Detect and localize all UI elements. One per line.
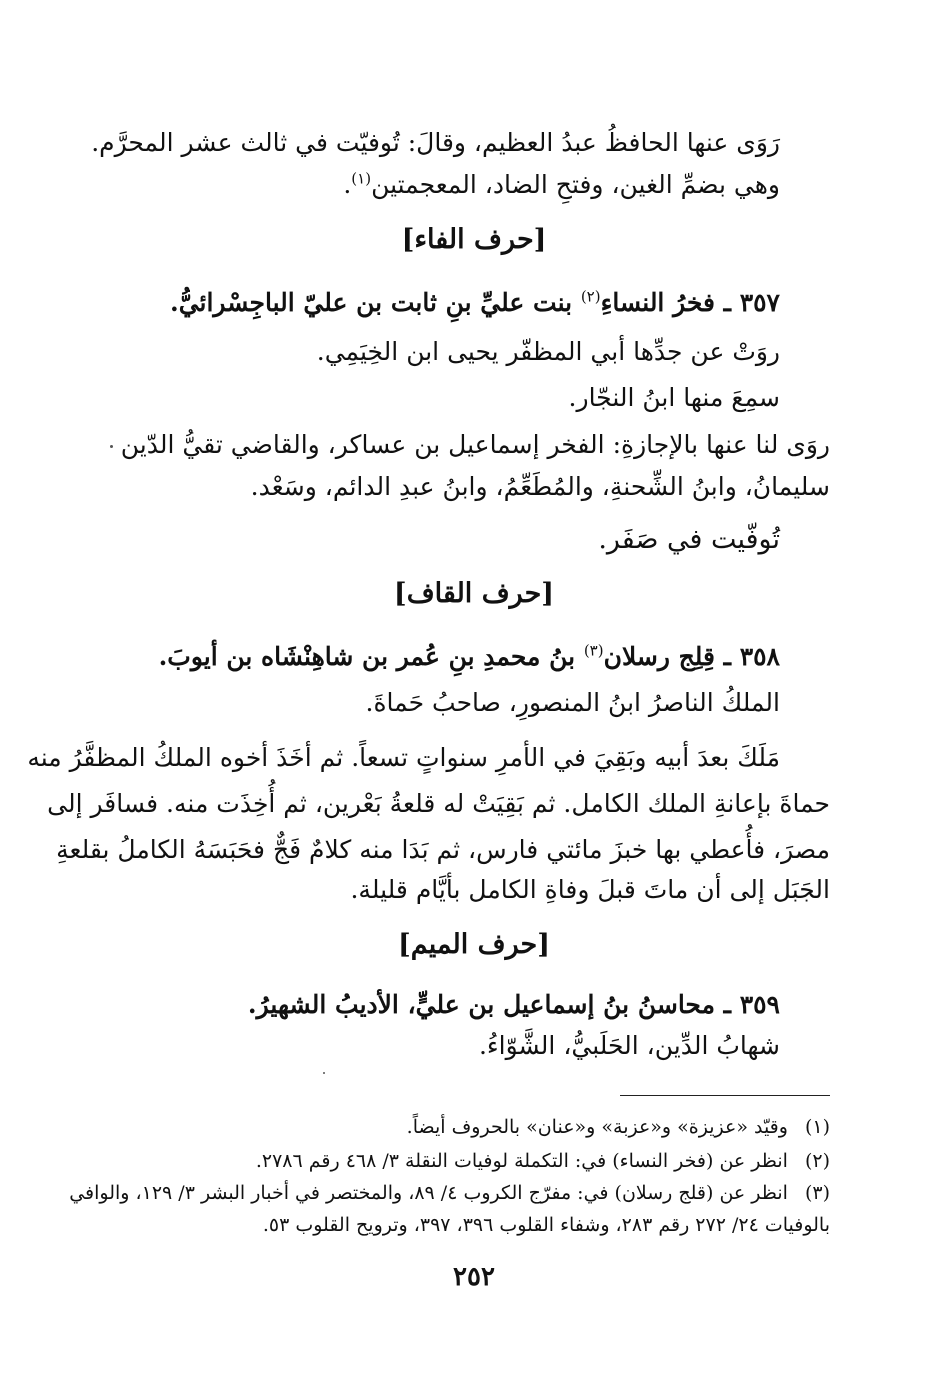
footnote-2 [110,1146,830,1176]
entry-357-title [110,283,780,323]
text-line: الملكُ الناصرُ ابنُ المنصورِ، صاحبُ حَماةَ. [365,688,780,717]
footnote-ref-3[interactable]: (٣) [583,641,604,660]
entry-358-title [110,637,780,677]
text-line: حماةَ بإعانةِ الملك الكامل. ثم بَقِيَتْ له قلعةُ بَعْرين، ثم أُخِذَت منه. فسافَر إلى [47,789,830,818]
footnote-ref-1[interactable]: (١) [351,169,372,188]
footnote-text: انظر عن (قلج رسلان) في: مفرّج الكروب ٤/ ٨٩، والمختصر في أخبار البشر ٣/ ١٢٩، والوافي [69,1182,788,1204]
text-fragment: . [343,170,352,199]
footnote-text: انظر عن (فخر النساء) في: التكملة لوفيات النقلة ٣/ ٤٦٨ رقم ٢٧٨٦. [255,1150,788,1172]
entry-359-title: ٣٥٩ ـ محاسنُ بنُ إسماعيل بن عليٍّ، الأديبُ الشهيرُ. [247,990,780,1019]
footnote-number: (٢) [804,1150,830,1172]
text-line: تُوفّيت في صَفَر. [598,524,780,555]
footnote-number: (٣) [804,1182,830,1204]
footnote-number: (١) [804,1116,830,1138]
footnote-ref-2[interactable]: (٢) [580,287,601,306]
footnote-text: وقيّد «عزيزة» و«عزبة» و«عنان» بالحروف أيضاً. [406,1116,788,1138]
footnote-3 [69,1178,830,1208]
entry-title-fragment: بنُ محمدِ بنِ عُمر بن شاهِنْشَاه بن أيوبَ. [158,642,584,671]
text-line: روَتْ عن جدِّها أبي المظفّر يحيى ابن الخِيَمِي. [316,337,780,366]
footnote-3-continuation: بالوفيات ٢٤/ ٢٧٢ رقم ٢٨٣، وشفاء القلوب ٣٩٦، ٣٩٧، وترويح القلوب ٥٣. [262,1214,830,1236]
section-heading-mim: [حرف الميم] [398,929,550,960]
entry-title-fragment: ٣٥٧ ـ فخرُ النساءِ [600,288,780,317]
text-line: روَى لنا عنها بالإجازةِ: الفخر إسماعيل بن عساكر، والقاضي تقيُّ الدّين [120,430,830,459]
section-heading-qaf: [حرف القاف] [393,578,555,609]
text-line: مَلَكَ بعدَ أبيه وبَقِيَ في الأمرِ سنواتٍ تسعاً. ثم أخَذَ أخوه الملكُ المظفَّرُ منه [27,743,780,772]
page-number: ٢٥٢ [453,1262,495,1292]
entry-title-fragment: بنت عليِّ بنِ ثابت بن عليّ الباجِسْرائيُّ. [169,288,581,317]
scan-speck [110,445,113,448]
text-line: سمِعَ منها ابنُ النجّار. [568,383,780,412]
text-line: سليمانُ، وابنُ الشِّحنةِ، والمُطَعِّمُ، وابنُ عبدِ الدائم، وسَعْد. [250,472,830,501]
footnote-separator [620,1095,830,1096]
text-fragment: وهي بضمِّ الغين، وفتحِ الضاد، المعجمتين [371,170,780,199]
footnote-1 [110,1112,830,1142]
text-line: شهابُ الدِّين، الحَلَبيُّ، الشَّوّاءُ. [478,1031,780,1060]
text-line: مصرَ، فأُعطي بها خبزَ مائتي فارس، ثم بَدَا منه كلامٌ فَجٌّ فحَبَسَهُ الكاملُ بقلعةِ [56,835,830,864]
text-line [110,165,780,205]
entry-title-fragment: ٣٥٨ ـ قِلِج رسلان [603,642,780,671]
text-line: رَوَى عنها الحافظُ عبدُ العظيم، وقالَ: تُوفيّت في ثالث عشر المحرَّم. [91,128,780,157]
scan-speck [323,1072,325,1074]
section-heading-fa: [حرف الفاء] [401,224,547,255]
text-line: الجَبَل إلى أن ماتَ قبلَ وفاةِ الكامل بأيَّام قليلة. [350,875,830,904]
